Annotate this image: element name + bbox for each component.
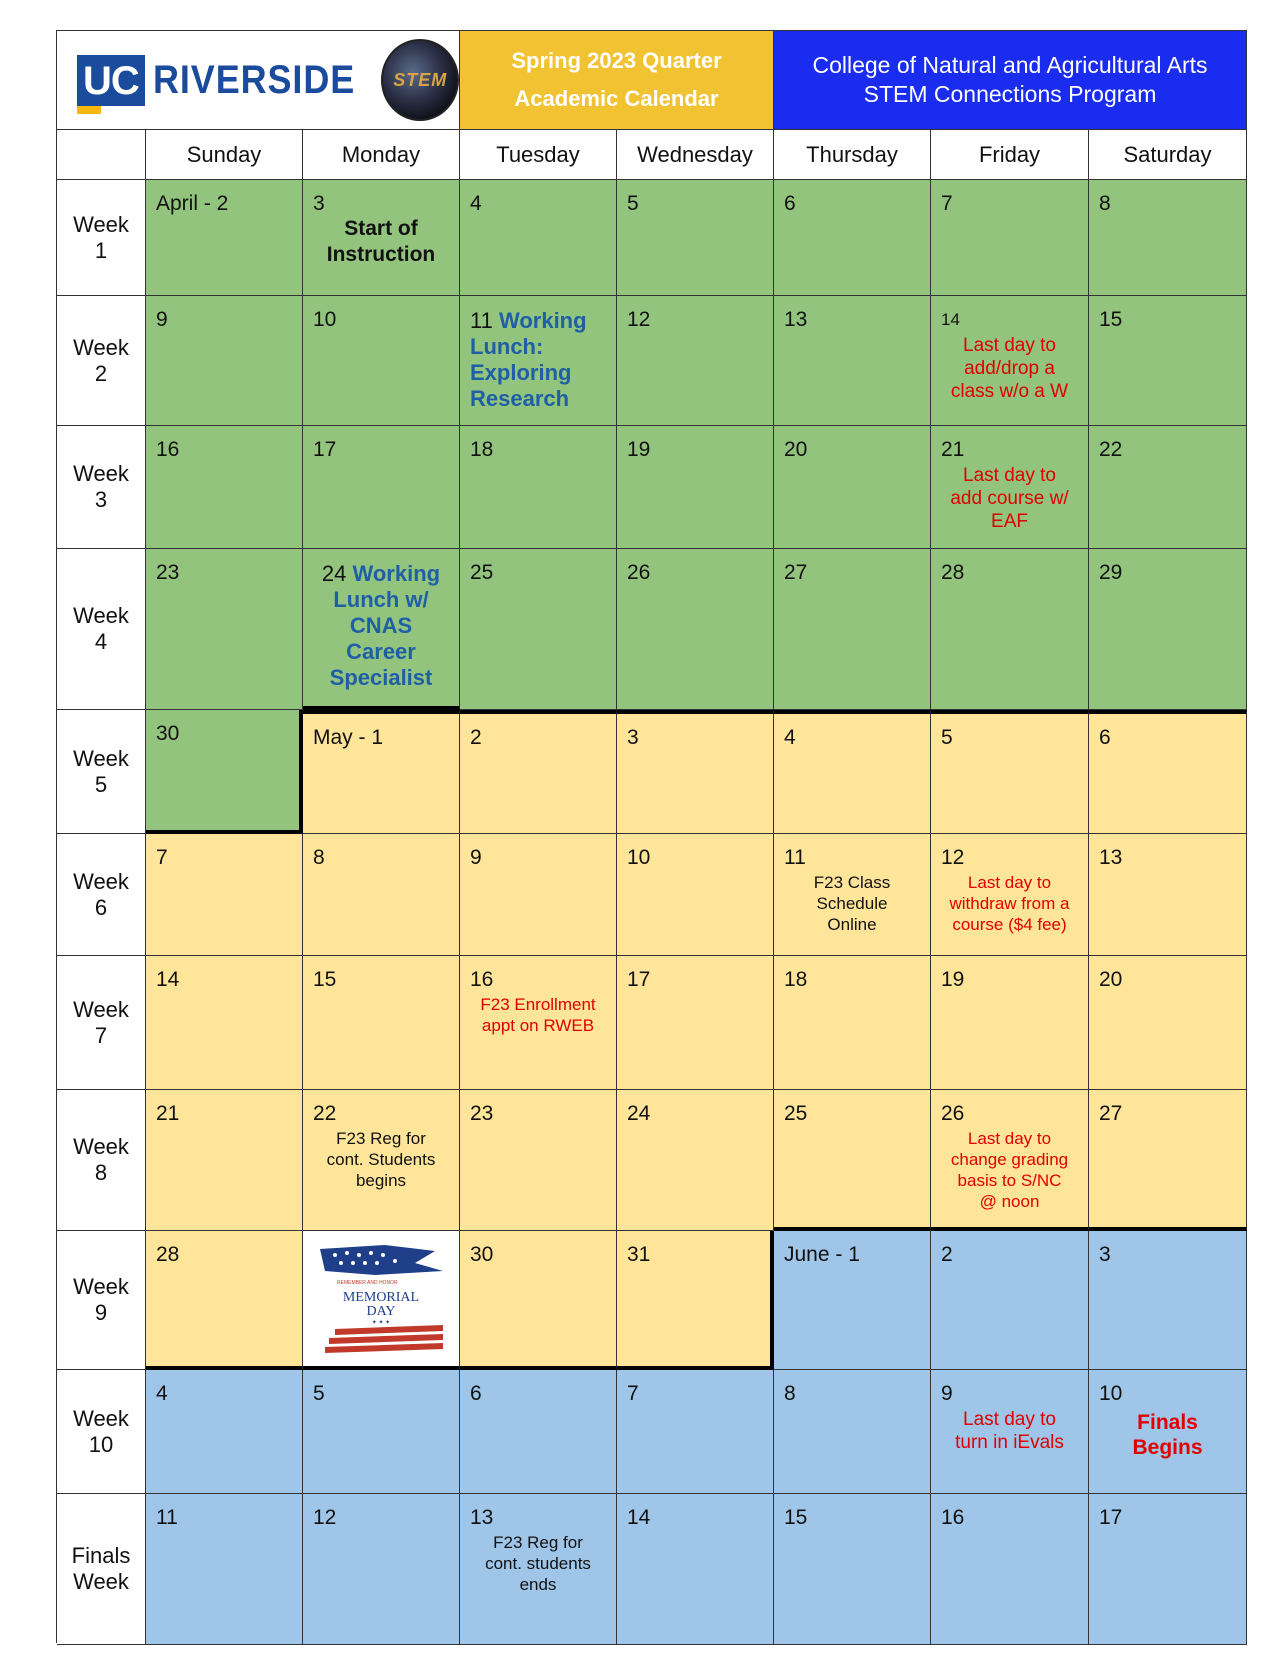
program-title [774,31,1247,130]
day-number: 16 [156,438,180,461]
day-header-thursday: Thursday [774,130,931,180]
day-number: 2 [941,1243,953,1266]
day-cell [931,834,1089,956]
day-cell [303,1231,460,1370]
stem-logo-text: STEM [393,69,448,90]
event-text: Last day to add/drop a class w/o a W [950,335,1069,402]
event-text: Last day to turn in iEvals [955,1409,1064,1453]
day-number: 5 [941,726,953,749]
day-number: 26 [627,561,651,584]
day-number: 13 [470,1506,494,1529]
day-number: 18 [470,438,494,461]
day-cell [460,710,617,834]
day-cell [1089,834,1247,956]
day-number: 11 [470,308,493,333]
day-cell [774,956,931,1090]
day-number: 28 [941,561,965,584]
day-number: 25 [470,561,494,584]
day-cell [617,426,774,549]
day-cell [931,296,1089,426]
day-number: 15 [1099,308,1123,331]
day-number: 6 [470,1382,482,1405]
day-cell [303,296,460,426]
day-number: 15 [313,968,337,991]
day-number: 3 [313,192,325,215]
week-label: Finals Week [57,1494,146,1645]
day-cell [146,549,303,710]
day-number: 9 [156,308,168,331]
day-cell [1089,956,1247,1090]
day-number: 5 [313,1382,325,1405]
day-number: 18 [784,968,808,991]
event-text: Finals Begins [1132,1411,1203,1459]
day-number: 12 [313,1506,337,1529]
day-number: 9 [941,1382,953,1405]
day-number: 7 [627,1382,639,1405]
day-number: 7 [156,846,168,869]
day-number: 30 [156,722,180,745]
day-cell [931,549,1089,710]
day-number: 11 [156,1506,178,1529]
day-number: 17 [313,438,337,461]
day-cell [460,1494,617,1645]
memorial-day-line1: MEMORIAL [342,1290,420,1305]
week-label: Week 6 [57,834,146,956]
day-number: 10 [313,308,337,331]
day-cell [1089,1370,1247,1494]
week-label: Week 5 [57,710,146,834]
day-number: 7 [941,192,953,215]
day-cell [1089,180,1247,296]
day-cell [774,710,931,834]
uc-logo-mark: UC [77,55,145,106]
day-cell [931,1494,1089,1645]
day-cell [774,1494,931,1645]
day-cell [146,1090,303,1231]
day-number: 28 [156,1243,180,1266]
day-header-wednesday: Wednesday [617,130,774,180]
day-cell [146,1231,303,1370]
riverside-wordmark: RIVERSIDE [152,57,355,102]
day-cell [617,710,774,834]
calendar-grid [56,30,1247,1643]
day-number: 31 [627,1243,651,1266]
day-number: 3 [627,726,639,749]
day-cell [146,710,303,834]
event-text: Start of Instruction [326,217,436,266]
program-title-line1: College of Natural and Agricultural Arts [812,52,1208,78]
day-number: 17 [1099,1506,1123,1529]
memorial-day-image [315,1241,448,1353]
day-cell [303,710,460,834]
memorial-day-top-text: REMEMBER AND HONOR [337,1280,398,1286]
day-number: 26 [941,1102,965,1125]
day-cell [931,180,1089,296]
day-header-sunday: Sunday [146,130,303,180]
day-number: 14 [627,1506,651,1529]
day-cell [617,834,774,956]
event-text: F23 Reg for cont. students ends [485,1533,591,1594]
day-cell [1089,426,1247,549]
calendar-title-line2: Academic Calendar [514,86,719,111]
svg-text:✦ ✦ ✦: ✦ ✦ ✦ [371,1320,391,1326]
event-text: Last day to add course w/ EAF [950,465,1069,532]
day-number: 22 [1099,438,1123,461]
day-number: 5 [627,192,639,215]
day-cell [774,426,931,549]
day-cell [146,296,303,426]
day-number: June - 1 [784,1243,860,1266]
day-cell [460,1090,617,1231]
day-cell [774,1090,931,1231]
day-number: 13 [784,308,808,331]
day-number: 30 [470,1243,494,1266]
corner-cell [57,130,146,180]
day-header-friday: Friday [931,130,1089,180]
day-cell [1089,1231,1247,1370]
day-cell [1089,549,1247,710]
day-number: 13 [1099,846,1123,869]
day-cell [303,180,460,296]
day-cell [931,1090,1089,1231]
day-cell [460,426,617,549]
day-cell [146,834,303,956]
day-cell [617,1494,774,1645]
day-cell [303,1090,460,1231]
day-number: 20 [1099,968,1123,991]
day-number: 12 [941,846,965,869]
day-cell [774,549,931,710]
day-cell [460,1231,617,1370]
day-cell [460,1370,617,1494]
week-label: Week 10 [57,1370,146,1494]
day-number: 25 [784,1102,808,1125]
event-text: F23 Reg for cont. Students begins [326,1129,436,1190]
day-cell [774,1370,931,1494]
day-cell [1089,296,1247,426]
day-number: 11 [784,846,806,869]
day-number: 19 [627,438,651,461]
day-number: 17 [627,968,651,991]
day-cell [931,1231,1089,1370]
day-number: 3 [1099,1243,1111,1266]
day-cell [1089,1090,1247,1231]
day-cell [146,1494,303,1645]
day-number: 6 [784,192,796,215]
event-text: Working Lunch w/ CNAS Career Specialist [329,561,441,690]
week-label: Week 2 [57,296,146,426]
day-number: 9 [470,846,482,869]
event-working-lunch [303,561,459,691]
day-header-tuesday: Tuesday [460,130,617,180]
day-number: 15 [784,1506,808,1529]
day-cell [617,1370,774,1494]
day-cell [303,549,460,710]
day-cell [617,549,774,710]
day-number: 12 [627,308,651,331]
day-header-saturday: Saturday [1089,130,1247,180]
day-cell [460,549,617,710]
day-cell [774,834,931,956]
day-number: 23 [156,561,180,584]
day-cell [617,1231,774,1370]
day-cell [303,1370,460,1494]
day-number: 16 [941,1506,965,1529]
day-number: April - 2 [156,192,229,215]
memorial-day-line2: DAY [366,1304,396,1319]
day-cell [460,834,617,956]
day-number: 21 [156,1102,180,1125]
event-working-lunch [470,308,612,412]
week-label: Week 9 [57,1231,146,1370]
day-number: 8 [784,1382,796,1405]
day-cell [1089,710,1247,834]
day-number: 8 [1099,192,1111,215]
week-label: Week 8 [57,1090,146,1231]
day-number: 16 [470,968,494,991]
day-number: 29 [1099,561,1123,584]
day-cell [617,956,774,1090]
day-cell [774,1231,931,1370]
day-number: 22 [313,1102,337,1125]
day-number: 8 [313,846,325,869]
day-cell [146,426,303,549]
day-header-monday: Monday [303,130,460,180]
event-text: F23 Enrollment appt on RWEB [480,995,596,1035]
day-cell [1089,1494,1247,1645]
day-cell [303,834,460,956]
day-cell [931,956,1089,1090]
day-cell [774,296,931,426]
day-number: 4 [784,726,796,749]
day-number: 27 [784,561,808,584]
day-cell [617,180,774,296]
day-cell [146,956,303,1090]
day-cell [617,296,774,426]
week-label: Week 3 [57,426,146,549]
day-cell [931,1370,1089,1494]
day-cell [460,956,617,1090]
day-cell [460,296,617,426]
day-number: May - 1 [313,726,384,749]
ucr-logo [57,31,460,130]
week-label: Week 1 [57,180,146,296]
event-text: F23 Class Schedule Online [813,873,891,934]
day-number: 2 [470,726,482,749]
day-number: 23 [470,1102,494,1125]
day-cell [931,710,1089,834]
day-number: 4 [156,1382,168,1405]
week-label: Week 4 [57,549,146,710]
program-title-line2: STEM Connections Program [863,81,1157,107]
day-number: 14 [941,310,960,329]
day-cell [303,956,460,1090]
day-cell [931,426,1089,549]
day-number: 4 [470,192,482,215]
day-cell [146,1370,303,1494]
day-number: 14 [156,968,180,991]
day-number: 6 [1099,726,1111,749]
day-number: 10 [1099,1382,1123,1405]
day-cell [146,180,303,296]
day-number: 27 [1099,1102,1123,1125]
day-number: 10 [627,846,651,869]
event-text: Working Lunch: Exploring Research [470,308,587,411]
day-cell [460,180,617,296]
day-number: 20 [784,438,808,461]
day-number: 21 [941,438,965,461]
day-cell [303,1494,460,1645]
event-text: Last day to withdraw from a course ($4 fee) [949,873,1070,934]
week-label: Week 7 [57,956,146,1090]
day-number: 19 [941,968,965,991]
calendar-title [460,31,774,130]
day-number: 24 [321,561,347,586]
calendar-title-line1: Spring 2023 Quarter [511,48,722,73]
day-cell [617,1090,774,1231]
event-text: Last day to change grading basis to S/NC @ noon [950,1129,1069,1211]
day-cell [774,180,931,296]
day-number: 24 [627,1102,651,1125]
day-cell [303,426,460,549]
stem-logo [381,39,459,121]
